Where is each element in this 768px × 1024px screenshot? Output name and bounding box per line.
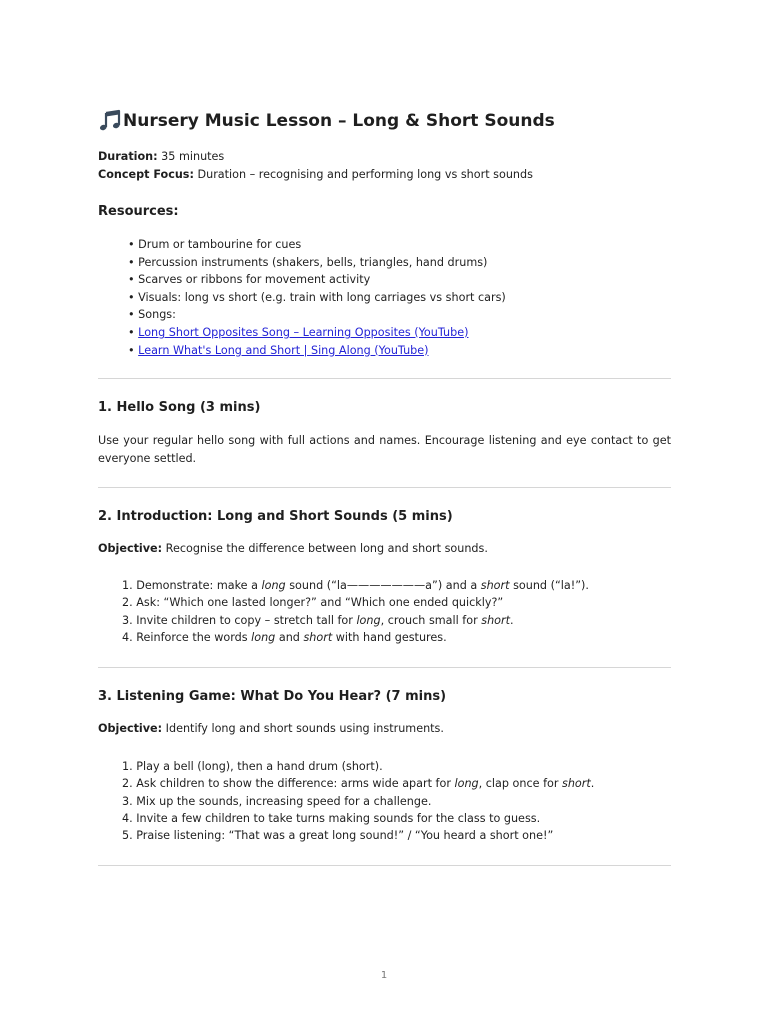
step-emphasis: short bbox=[303, 630, 333, 644]
list-item bbox=[98, 827, 594, 844]
step-text: Reinforce the words bbox=[136, 630, 252, 644]
list-item: • Drum or tambourine for cues bbox=[128, 238, 302, 251]
step-number: 4. bbox=[122, 630, 137, 644]
step-text: Ask children to show the difference: arms wide apart for bbox=[136, 777, 455, 791]
step-text: Invite children to copy – stretch tall for bbox=[136, 613, 357, 627]
step-text: Ask: “Which one lasted longer?” and “Which one ended quickly?” bbox=[136, 596, 504, 610]
step-text: Praise listening: “That was a great long sound!” / “You heard a short one!” bbox=[136, 829, 554, 843]
duration-line bbox=[98, 148, 224, 166]
step-emphasis: long bbox=[251, 630, 276, 644]
step-emphasis: short bbox=[481, 613, 510, 627]
objective-line bbox=[98, 722, 444, 735]
list-item bbox=[128, 324, 506, 342]
step-text: Mix up the sounds, increasing speed for a challenge. bbox=[136, 794, 432, 808]
resources-heading: Resources: bbox=[98, 204, 179, 219]
section-heading-listening-game: 3. Listening Game: What Do You Hear? (7 mins) bbox=[98, 689, 447, 704]
objective-label: Objective: bbox=[98, 542, 163, 555]
step-number: 1. bbox=[122, 579, 137, 592]
step-text: and bbox=[275, 630, 304, 644]
list-item bbox=[98, 594, 589, 611]
bullet: • bbox=[128, 343, 139, 357]
section-heading-hello-song: 1. Hello Song (3 mins) bbox=[98, 400, 261, 415]
resources-list bbox=[128, 236, 506, 359]
objective-label: Objective: bbox=[98, 722, 163, 735]
step-number: 2. bbox=[122, 596, 137, 610]
list-item: • Percussion instruments (shakers, bells, triangles, hand drums) bbox=[128, 255, 488, 269]
list-item bbox=[98, 758, 594, 775]
divider bbox=[98, 865, 671, 866]
step-emphasis: short bbox=[562, 777, 591, 791]
step-emphasis: long bbox=[261, 579, 286, 592]
step-text: , crouch small for bbox=[380, 613, 482, 627]
list-item: • Scarves or ribbons for movement activity bbox=[128, 273, 371, 287]
divider bbox=[98, 378, 671, 379]
youtube-link-opposites-song[interactable]: Long Short Opposites Song – Learning Opposites (YouTube) bbox=[138, 325, 469, 339]
step-number: 2. bbox=[122, 777, 137, 791]
concept-label: Concept Focus: bbox=[98, 168, 194, 181]
objective-text: Recognise the difference between long and short sounds. bbox=[162, 542, 488, 555]
step-emphasis: short bbox=[480, 579, 510, 592]
section-body: Use your regular hello song with full actions and names. Encourage listening and eye contact to get everyone settled. bbox=[98, 434, 671, 465]
step-text: sound (“la!”). bbox=[509, 579, 589, 592]
page-number: 1 bbox=[380, 970, 388, 981]
step-emphasis: long bbox=[454, 777, 479, 791]
step-number: 3. bbox=[122, 613, 137, 627]
step-text: . bbox=[590, 777, 595, 791]
step-text: with hand gestures. bbox=[332, 630, 447, 644]
list-item bbox=[128, 342, 506, 360]
list-item bbox=[98, 810, 594, 827]
steps-list bbox=[98, 577, 589, 646]
duration-value: 35 minutes bbox=[157, 150, 225, 163]
concept-line bbox=[98, 166, 533, 184]
step-emphasis: long bbox=[356, 613, 381, 627]
music-note-icon bbox=[98, 109, 122, 133]
step-text: Invite a few children to take turns making sounds for the class to guess. bbox=[136, 811, 541, 825]
list-item bbox=[98, 577, 589, 594]
list-item bbox=[98, 793, 594, 810]
steps-list bbox=[98, 758, 594, 844]
objective-line bbox=[98, 542, 488, 555]
step-number: 3. bbox=[122, 794, 137, 808]
page-title bbox=[98, 108, 555, 134]
list-item bbox=[98, 612, 589, 629]
step-text: Demonstrate: make a bbox=[136, 579, 262, 592]
divider bbox=[98, 667, 671, 668]
list-item bbox=[98, 775, 594, 792]
objective-text: Identify long and short sounds using instruments. bbox=[162, 722, 444, 735]
section-heading-introduction: 2. Introduction: Long and Short Sounds (5 mins) bbox=[98, 509, 453, 524]
divider bbox=[98, 487, 671, 488]
list-item bbox=[98, 629, 589, 646]
bullet: • bbox=[128, 325, 139, 339]
step-number: 5. bbox=[122, 829, 137, 843]
step-text: , clap once for bbox=[478, 777, 563, 791]
list-item: • Visuals: long vs short (e.g. train with long carriages vs short cars) bbox=[128, 290, 506, 304]
step-text: sound (“la———————a”) and a bbox=[285, 579, 481, 592]
step-number: 1. bbox=[122, 760, 137, 773]
step-text: . bbox=[510, 613, 514, 627]
title-text: Nursery Music Lesson – Long & Short Sounds bbox=[123, 111, 555, 131]
youtube-link-sing-along[interactable]: Learn What's Long and Short | Sing Along (YouTube) bbox=[138, 343, 429, 357]
list-item: • Songs: bbox=[128, 308, 176, 322]
step-text: Play a bell (long), then a hand drum (short). bbox=[136, 760, 383, 773]
duration-label: Duration: bbox=[98, 150, 158, 163]
step-number: 4. bbox=[122, 811, 137, 825]
concept-value: Duration – recognising and performing long vs short sounds bbox=[193, 168, 533, 181]
